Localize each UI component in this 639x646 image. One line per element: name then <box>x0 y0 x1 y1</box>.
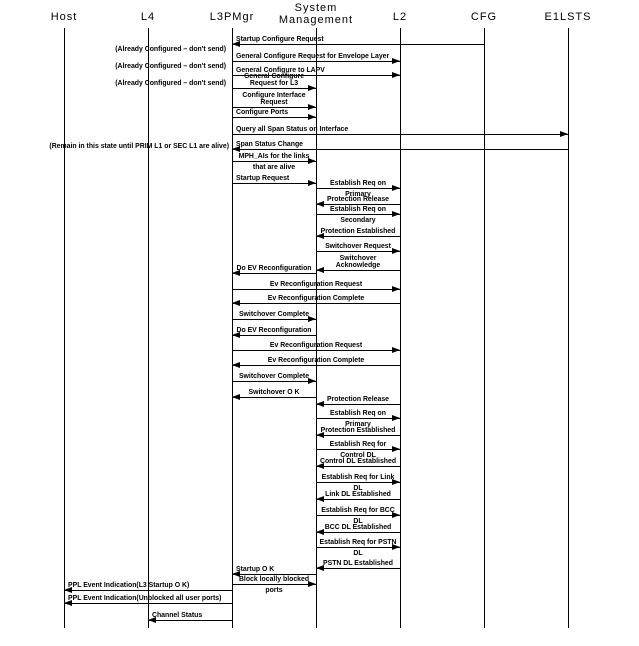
message-label <box>232 175 316 183</box>
message-label-line: DL <box>353 550 363 557</box>
message-label <box>232 389 316 397</box>
message-line <box>316 568 400 569</box>
actor-label-text: CFG <box>470 11 498 23</box>
message-label <box>316 560 400 568</box>
message-line <box>316 214 400 215</box>
message-line <box>316 236 400 237</box>
message-label-line: Primary <box>345 421 371 428</box>
side-note: (Remain in this state until PRIM L1 or SEC L1 are alive) <box>49 143 229 150</box>
message-line <box>232 88 316 89</box>
message-label-line: PPL Event Indication(L3 Startup O K) <box>68 582 190 590</box>
message-label <box>232 36 484 44</box>
message-line <box>64 603 232 604</box>
message-label-line: Protection Release <box>326 396 390 404</box>
side-note: (Already Configured – don't send) <box>115 46 226 53</box>
message-label-line: Switchover Complete <box>238 373 310 381</box>
message-label <box>232 587 316 595</box>
message-label-line: Control DL Established <box>319 458 397 466</box>
message-line <box>232 303 400 304</box>
message-line <box>232 335 316 336</box>
actor-label-text: E1LSTS <box>544 11 592 23</box>
message-label-line: MPH_AIs for the links <box>238 153 310 161</box>
message-label-line: Ev Reconfiguration Complete <box>267 357 365 365</box>
actor-label-host <box>51 12 78 23</box>
message-label-line: Request for L3 <box>249 80 299 88</box>
message-line <box>316 482 400 483</box>
lifeline-host <box>64 28 65 628</box>
message-label <box>232 311 316 319</box>
message-label-line: Link DL Established <box>325 491 391 499</box>
actor-label-l4 <box>141 12 155 23</box>
message-label <box>64 582 232 590</box>
message-label-line: Acknowledge <box>335 262 381 270</box>
message-line <box>316 435 400 436</box>
message-label-line: PPL Event Indication(Unblocked all user ports) <box>68 595 222 603</box>
message-label <box>232 566 316 574</box>
message-line <box>232 574 316 575</box>
message-label <box>232 141 568 149</box>
message-label <box>232 576 316 584</box>
message-line <box>232 319 316 320</box>
message-line <box>232 273 316 274</box>
message-label-line: Secondary <box>340 217 376 224</box>
message-line <box>232 183 316 184</box>
message-label <box>232 73 316 88</box>
message-line <box>232 44 484 45</box>
message-label <box>316 196 400 204</box>
message-label <box>316 427 400 435</box>
message-label-line: Control DL <box>340 452 376 459</box>
message-label-line: Switchover <box>339 254 377 262</box>
message-label-line: General Configure <box>243 72 305 80</box>
message-line <box>232 381 316 382</box>
message-label-line: Block locally blocked <box>238 576 310 584</box>
lifeline-l2 <box>400 28 401 628</box>
message-label <box>232 357 400 365</box>
actor-label-l2 <box>393 12 407 23</box>
actor-label-text: L2 <box>392 11 408 23</box>
message-line <box>232 61 400 62</box>
message-label <box>232 265 316 273</box>
message-line <box>316 404 400 405</box>
message-label <box>64 595 232 603</box>
message-label <box>316 550 400 558</box>
message-label <box>232 153 316 161</box>
message-label-line: Establish Req for <box>329 441 387 449</box>
actor-label-sysmgmt <box>279 2 353 26</box>
message-label <box>316 539 400 547</box>
message-line <box>148 620 232 621</box>
message-label-line: Startup Request <box>236 175 290 183</box>
message-line <box>232 289 400 290</box>
message-label-line: Request <box>260 99 288 107</box>
actor-label-l3pmgr <box>210 12 255 23</box>
message-label <box>316 217 400 225</box>
message-label-line: Protection Established <box>320 427 396 435</box>
message-label <box>232 281 400 289</box>
message-label <box>232 126 568 134</box>
actor-label-cfg <box>471 12 497 23</box>
message-label <box>232 295 400 303</box>
message-line <box>232 397 316 398</box>
message-line <box>316 204 400 205</box>
message-line <box>316 515 400 516</box>
message-label-line: PSTN DL Established <box>323 560 393 568</box>
message-label <box>148 612 232 620</box>
message-label <box>232 373 316 381</box>
message-label <box>316 396 400 404</box>
message-label <box>316 228 400 236</box>
message-label-line: Establish Req for BCC <box>321 507 395 515</box>
message-label <box>316 458 400 466</box>
message-label-line: Establish Req for Link <box>321 474 395 482</box>
message-label-line: Establish Req on <box>330 410 386 418</box>
message-label-line: Configure Ports <box>236 109 289 117</box>
message-line <box>64 590 232 591</box>
message-label-line: Establish Req on <box>330 206 386 214</box>
message-label <box>232 53 400 61</box>
message-label-line: Ev Reconfiguration Complete <box>267 295 365 303</box>
message-label-line: Startup Configure Request <box>236 36 324 44</box>
message-label-line: Switchover Complete <box>238 311 310 319</box>
message-label-line: DL <box>353 518 363 525</box>
message-label-line: Switchover Request <box>325 243 391 251</box>
actor-label-text: L4 <box>140 11 156 23</box>
message-line <box>232 134 568 135</box>
message-label-line: Protection Established <box>320 228 396 236</box>
lifeline-sysmgmt <box>316 28 317 628</box>
message-label <box>232 92 316 107</box>
message-line <box>232 365 400 366</box>
message-label-line: Switchover O K <box>248 389 300 397</box>
message-label <box>232 342 400 350</box>
message-label-line: Primary <box>345 191 371 198</box>
message-line <box>316 547 400 548</box>
message-label <box>316 410 400 418</box>
message-label <box>316 491 400 499</box>
message-label-line: DL <box>353 485 363 492</box>
message-label <box>316 474 400 482</box>
message-label-line: Channel Status <box>152 612 203 620</box>
message-line <box>232 107 316 108</box>
message-line <box>316 270 400 271</box>
actor-label-text: L3PMgr <box>209 11 255 23</box>
message-label <box>316 255 400 270</box>
message-label <box>232 327 316 335</box>
message-label-line: Protection Release <box>326 196 390 204</box>
message-label-line: General Configure Request for Envelope Layer <box>236 53 390 61</box>
message-label-line: Do EV Reconfiguration <box>236 327 312 335</box>
message-label-line: General Configure to LAPV <box>236 67 325 75</box>
message-line <box>232 117 316 118</box>
message-line <box>232 584 316 585</box>
message-label <box>316 243 400 251</box>
message-label-line: Establish Req for PSTN <box>319 539 397 547</box>
message-line <box>316 532 400 533</box>
message-label-line: Span Status Change <box>236 141 304 149</box>
message-label-line: Configure Interface <box>242 91 306 99</box>
message-line <box>232 161 316 162</box>
message-line <box>316 466 400 467</box>
message-label <box>232 109 316 117</box>
side-note: (Already Configured – don't send) <box>115 80 226 87</box>
message-line <box>232 149 568 150</box>
message-label-line: Startup O K <box>236 566 275 574</box>
message-label <box>316 524 400 532</box>
message-label-line: that are alive <box>252 164 296 171</box>
message-label <box>316 180 400 188</box>
message-label <box>316 507 400 515</box>
lifeline-e1lsts <box>568 28 569 628</box>
message-line <box>316 188 400 189</box>
message-label-line: Query all Span Status on Interface <box>236 126 349 134</box>
message-label <box>316 441 400 449</box>
message-line <box>232 350 400 351</box>
actor-label-text: Host <box>50 11 78 23</box>
message-line <box>316 499 400 500</box>
side-note: (Already Configured – don't send) <box>115 63 226 70</box>
lifeline-cfg <box>484 28 485 628</box>
message-label-line: Do EV Reconfiguration <box>236 265 312 273</box>
message-line <box>316 251 400 252</box>
actor-label-text: Management <box>278 14 354 26</box>
message-label-line: Establish Req on <box>330 180 386 188</box>
actor-label-e1lsts <box>545 12 592 23</box>
message-label-line: Ev Reconfiguration Request <box>269 342 363 350</box>
message-line <box>316 418 400 419</box>
message-line <box>316 449 400 450</box>
message-label-line: ports <box>265 587 283 594</box>
lifeline-l4 <box>148 28 149 628</box>
message-label-line: Ev Reconfiguration Request <box>269 281 363 289</box>
actor-label-text: System <box>294 2 338 14</box>
message-label <box>232 164 316 172</box>
message-label-line: BCC DL Established <box>324 524 392 532</box>
message-label <box>316 206 400 214</box>
